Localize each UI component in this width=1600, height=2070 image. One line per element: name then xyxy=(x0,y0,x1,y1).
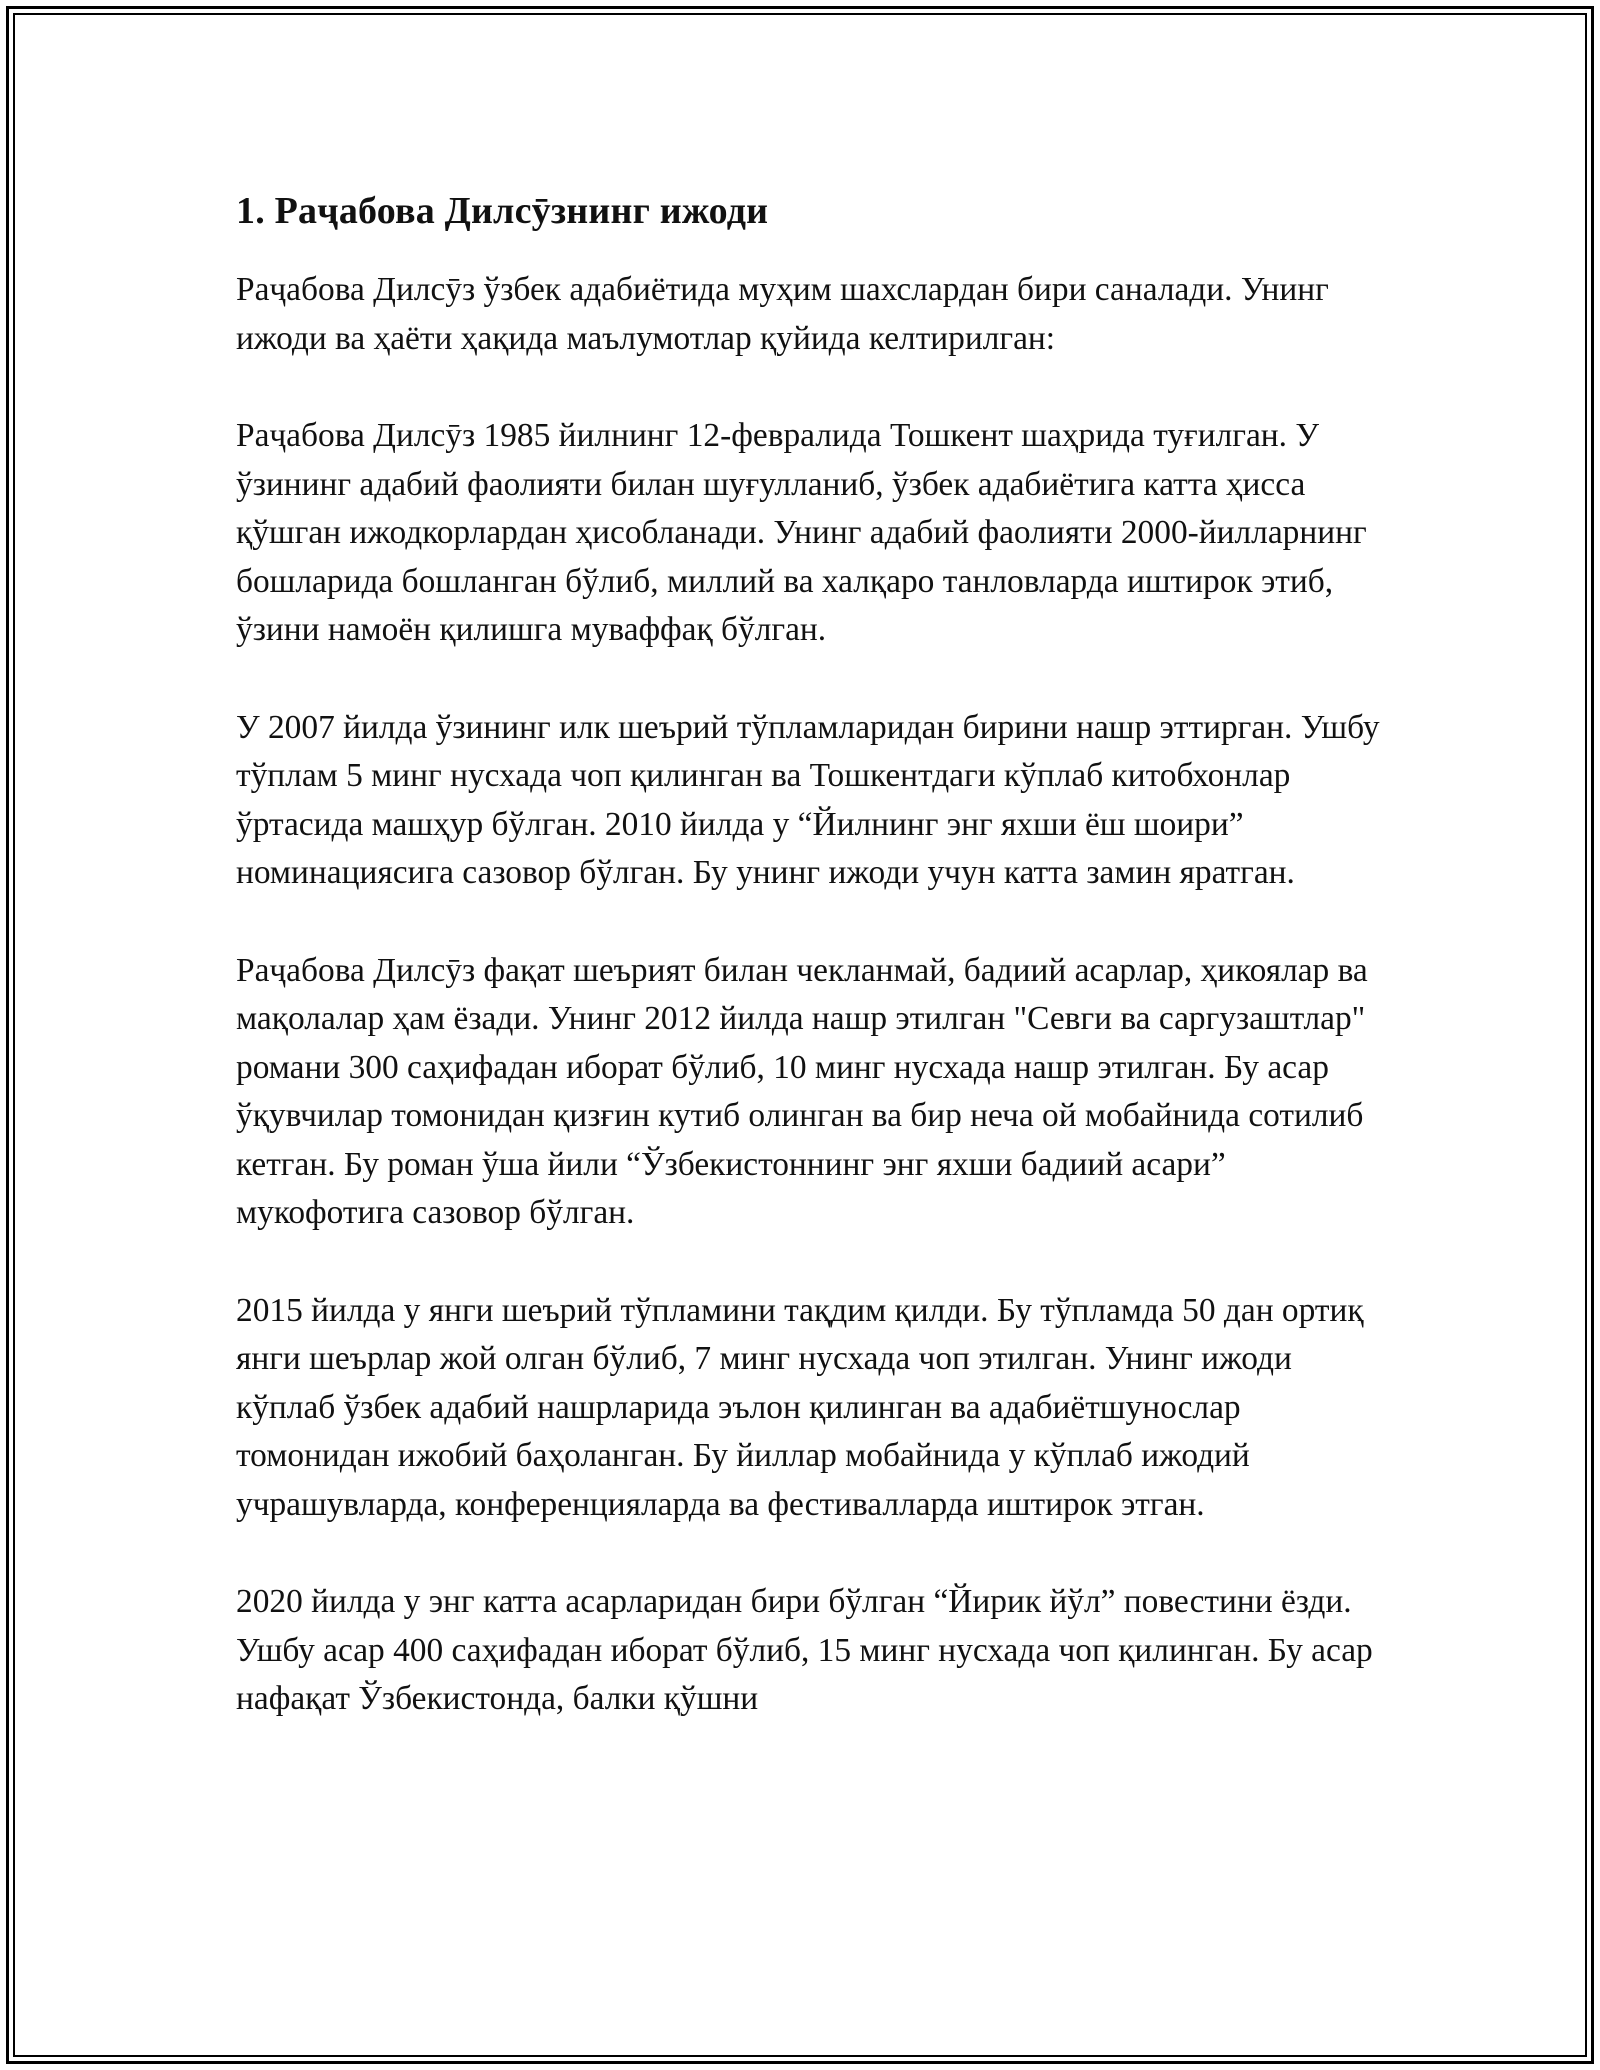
paragraph-intro: Раҷабова Дилсӯз ўзбек адабиётида муҳим шахслардан бири саналади. Унинг ижоди ва ҳаёти ҳақида маълумотлар қуйида келтирилган: xyxy=(236,271,1329,357)
paragraph-first-collection: У 2007 йилда ўзининг илк шеърий тўпламларидан бирини нашр эттирган. Ушбу тўплам 5 минг нусхада чоп қилинган ва Тошкентдаги кўплаб китобхонлар ўртасида машҳур бўлган. 2010 йилда у “Йилнинг энг яхши ёш шоири” номинациясига сазовор бўлган. Бу унинг ижоди учун катта замин яратган. xyxy=(236,708,1380,891)
paragraph-2015-collection: 2015 йилда у янги шеърий тўпламини тақдим қилди. Бу тўпламда 50 дан ортиқ янги шеърлар жой олган бўлиб, 7 минг нусхада чоп этилган. Унинг ижоди кўплаб ўзбек адабий нашрларида эълон қилинган ва адабиётшунослар томонидан ижобий баҳоланган. Бу йиллар мобайнида у кўплаб ижодий учрашувларда, конференцияларда ва фестивалларда иштирок этган. xyxy=(236,1291,1364,1523)
paragraph-biography: Раҷабова Дилсӯз 1985 йилнинг 12-февралида Тошкент шаҳрида туғилган. У ўзининг адабий фаолияти билан шуғулланиб, ўзбек адабиётига катта ҳисса қўшган ижодкорлардан ҳисобланади. Унинг адабий фаолияти 2000-йилларнинг бошларида бошланган бўлиб, миллий ва халқаро танловларда иштирок этиб, ўзини намоён қилишга муваффақ бўлган. xyxy=(236,417,1367,648)
paragraph-2020-novella: 2020 йилда у энг катта асарларидан бири бўлган “Йирик йўл” повестини ёзди. Ушбу асар 400 саҳифадан иборат бўлиб, 15 минг нусхада чоп қилинган. Бу асар нафақат Ўзбекистонда, балки қўшни xyxy=(236,1583,1373,1717)
section-heading: 1. Раҷабова Дилсӯзнинг ижоди xyxy=(236,190,769,232)
document-body xyxy=(236,186,1386,1773)
paragraph-prose-works: Раҷабова Дилсӯз фақат шеърият билан чекланмай, бадиий асарлар, ҳикоялар ва мақолалар ҳам ёзади. Унинг 2012 йилда нашр этилган "Севги ва саргузаштлар" романи 300 саҳифадан иборат бўлиб, 10 минг нусхада нашр этилган. Бу асар ўқувчилар томонидан қизғин кутиб олинган ва бир неча ой мобайнида сотилиб кетган. Бу роман ўша йили “Ўзбекистоннинг энг яхши бадиий асари” мукофотига сазовор бўлган. xyxy=(236,951,1368,1231)
